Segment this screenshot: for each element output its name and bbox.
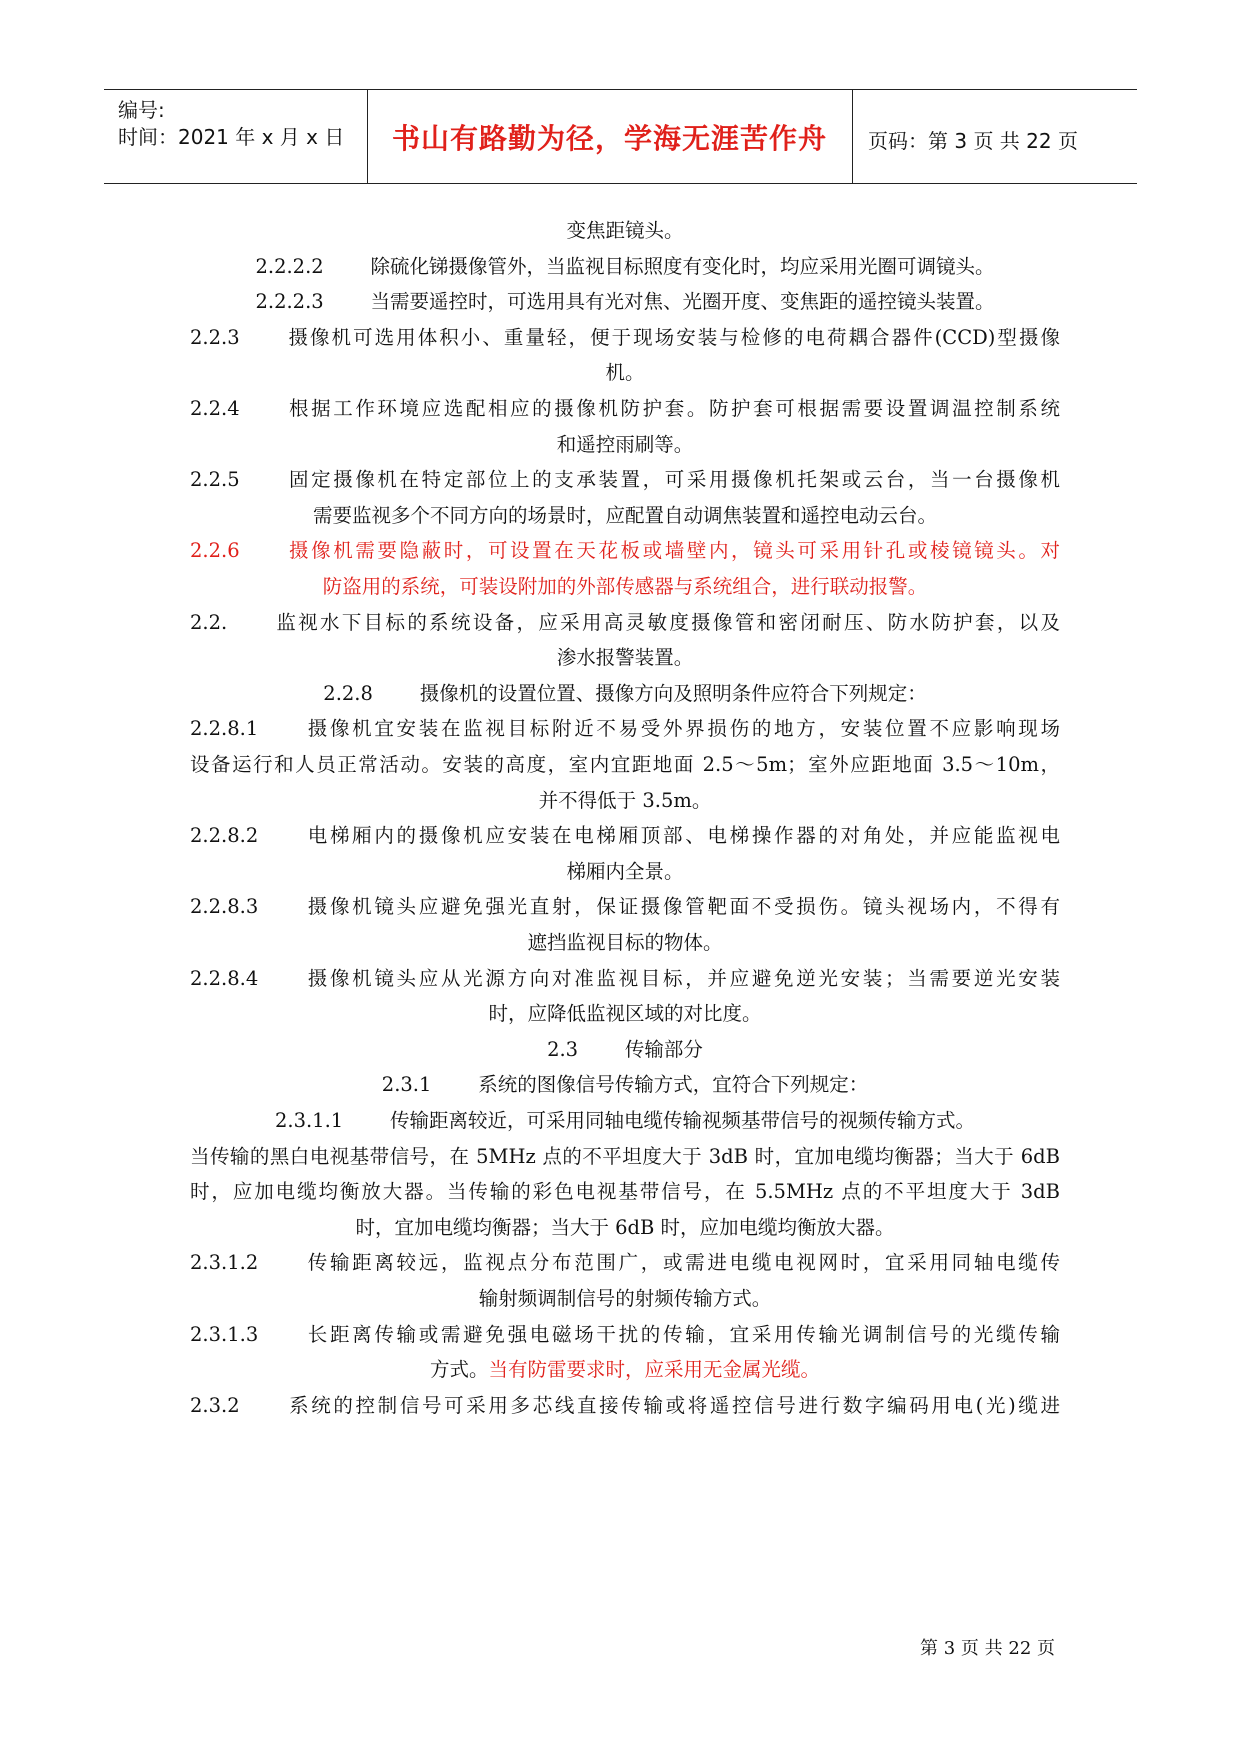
clause-text: 电梯厢内的摄像机应安装在电梯厢顶部、电梯操作器的对角处，并应能监视电 <box>305 824 1060 848</box>
clause-text: 摄像机镜头应避免强光直射，保证摄像管靶面不受损伤。镜头视场内，不得有 <box>305 895 1060 919</box>
page-footer: 第 3 页 共 22 页 <box>920 1638 1055 1659</box>
clause-text: 并不得低于 3.5m。 <box>538 788 712 812</box>
clause-text: 系统的控制信号可采用多芯线直接传输或将遥控信号进行数字编码用电(光)缆进 <box>286 1393 1060 1417</box>
clause-number: 2.2.2.3 <box>255 290 324 314</box>
clause-text: 摄像机镜头应从光源方向对准监视目标，并应避免逆光安装；当需要逆光安装 <box>305 966 1060 990</box>
header-page-info: 页码：第 3 页 共 22 页 <box>868 129 1078 153</box>
clause-text: 机。 <box>605 361 645 385</box>
text-line <box>190 645 1060 671</box>
text-line <box>190 823 1060 849</box>
text-line <box>190 716 1060 742</box>
text-line <box>190 1037 1060 1063</box>
document-time-label: 时间：2021 年 x 月 x 日 <box>118 125 345 149</box>
clause-text: 变焦距镜头。 <box>566 219 684 242</box>
text-line <box>190 752 1060 778</box>
clause-text: 传输部分 <box>624 1037 703 1061</box>
clause-text: 时，应加电缆均衡放大器。当传输的彩色电视基带信号，在 5.5MHz 点的不平坦度大于 3dB <box>190 1180 1060 1204</box>
text-line <box>190 1357 1060 1383</box>
text-line <box>190 1108 1060 1134</box>
clause-text: 监视水下目标的系统设备，应采用高灵敏度摄像管和密闭耐压、防水防护套，以及 <box>274 610 1060 634</box>
clause-number: 2.2.8.4 <box>190 966 259 990</box>
clause-number: 2.2.3 <box>190 325 240 349</box>
text-line <box>190 325 1060 351</box>
clause-number: 2.2. <box>190 610 228 634</box>
clause-text: 遮挡监视目标的物体。 <box>527 931 723 954</box>
text-line <box>190 859 1060 885</box>
text-line <box>190 218 1060 244</box>
text-line <box>190 1286 1060 1312</box>
clause-text: 梯厢内全景。 <box>566 859 684 883</box>
clause-number: 2.3.1 <box>381 1073 432 1097</box>
document-number-label: 编号: <box>118 98 165 122</box>
clause-text: 摄像机宜安装在监视目标附近不易受外界损伤的地方，安装位置不应影响现场 <box>305 717 1060 741</box>
text-line <box>190 432 1060 458</box>
clause-text: 设备运行和人员正常活动。安装的高度，室内宜距地面 2.5～5m；室外应距地面 3.5～10m， <box>190 753 1060 776</box>
clause-text: 根据工作环境应选配相应的摄像机防护套。防护套可根据需要设置调温控制系统 <box>286 397 1060 420</box>
clause-text: 系统的图像信号传输方式，宜符合下列规定： <box>478 1073 869 1097</box>
clause-text: 当传输的黑白电视基带信号，在 5MHz 点的不平坦度大于 3dB 时，宜加电缆均衡器；当大于 6dB <box>190 1144 1060 1168</box>
clause-text: 渗水报警装置。 <box>556 646 694 670</box>
clause-number: 2.3.1.1 <box>274 1109 344 1132</box>
text-line <box>190 681 1060 707</box>
clause-text: 传输距离较远，监视点分布范围广，或需进电缆电视网时，宜采用同轴电缆传 <box>305 1251 1060 1275</box>
text-line <box>190 467 1060 493</box>
highlighted-text: 当有防雷要求时，应采用无金属光缆。 <box>488 1358 821 1382</box>
clause-number: 2.3.1.3 <box>190 1322 259 1346</box>
clause-number: 2.3.2 <box>190 1393 240 1417</box>
text-line <box>190 574 1060 600</box>
clause-number: 2.2.8.1 <box>190 717 259 741</box>
clause-number: 2.2.6 <box>190 539 240 563</box>
clause-text: 和遥控雨刷等。 <box>556 432 694 456</box>
text-line <box>190 538 1060 564</box>
text-line <box>190 966 1060 992</box>
text-line <box>190 610 1060 636</box>
text-line <box>190 1250 1060 1276</box>
text-line <box>190 1393 1060 1419</box>
clause-text: 需要监视多个不同方向的场景时，应配置自动调焦装置和遥控电动云台。 <box>312 503 937 527</box>
clause-number: 2.2.8.3 <box>190 895 259 919</box>
clause-text: 防盗用的系统，可装设附加的外部传感器与系统组合，进行联动报警。 <box>322 575 928 598</box>
clause-number: 2.2.8.2 <box>190 824 259 848</box>
text-line <box>190 503 1060 529</box>
clause-text: 时，宜加电缆均衡器；当大于 6dB 时，应加电缆均衡放大器。 <box>355 1215 895 1239</box>
text-line <box>190 1215 1060 1241</box>
clause-text: 摄像机的设置位置、摄像方向及照明条件应符合下列规定： <box>419 681 927 705</box>
header-left-cell <box>104 90 368 183</box>
text-line <box>190 1072 1060 1098</box>
text-line <box>190 1001 1060 1027</box>
clause-number: 2.2.2.2 <box>255 254 324 278</box>
text-line <box>190 396 1060 422</box>
text-line <box>190 289 1060 315</box>
clause-number: 2.2.8 <box>323 681 373 705</box>
clause-number: 2.2.5 <box>190 468 240 492</box>
text-line <box>190 1144 1060 1170</box>
text-line <box>190 254 1060 280</box>
clause-text: 时，应降低监视区域的对比度。 <box>488 1002 762 1026</box>
clause-text: 摄像机需要隐蔽时，可设置在天花板或墙壁内，镜头可采用针孔或棱镜镜头。对 <box>286 539 1060 563</box>
text-line <box>190 894 1060 920</box>
clause-text: 摄像机可选用体积小、重量轻，便于现场安装与检修的电荷耦合器件(CCD)型摄像 <box>286 325 1060 349</box>
clause-number: 2.3 <box>547 1037 579 1061</box>
clause-text: 方式。 <box>429 1358 489 1382</box>
clause-text: 固定摄像机在特定部位上的支承装置，可采用摄像机托架或云台，当一台摄像机 <box>286 468 1060 492</box>
text-line <box>190 1322 1060 1348</box>
page-header <box>104 89 1137 184</box>
header-motto-cell <box>367 90 853 183</box>
text-line <box>190 930 1060 956</box>
clause-text: 除硫化锑摄像管外，当监视目标照度有变化时，均应采用光圈可调镜头。 <box>370 254 995 278</box>
clause-number: 2.3.1.2 <box>190 1251 259 1275</box>
clause-text: 当需要遥控时，可选用具有光对焦、光圈开度、变焦距的遥控镜头装置。 <box>370 290 995 314</box>
clause-number: 2.2.4 <box>190 397 240 420</box>
clause-text: 传输距离较近，可采用同轴电缆传输视频基带信号的视频传输方式。 <box>390 1109 976 1132</box>
clause-text: 长距离传输或需避免强电磁场干扰的传输，宜采用传输光调制信号的光缆传输 <box>305 1322 1060 1346</box>
clause-text: 输射频调制信号的射频传输方式。 <box>478 1287 772 1310</box>
text-line <box>190 1179 1060 1205</box>
header-motto: 书山有路勤为径，学海无涯苦作舟 <box>391 122 827 155</box>
text-line <box>190 360 1060 386</box>
header-page-cell <box>854 90 1137 183</box>
text-line <box>190 788 1060 814</box>
